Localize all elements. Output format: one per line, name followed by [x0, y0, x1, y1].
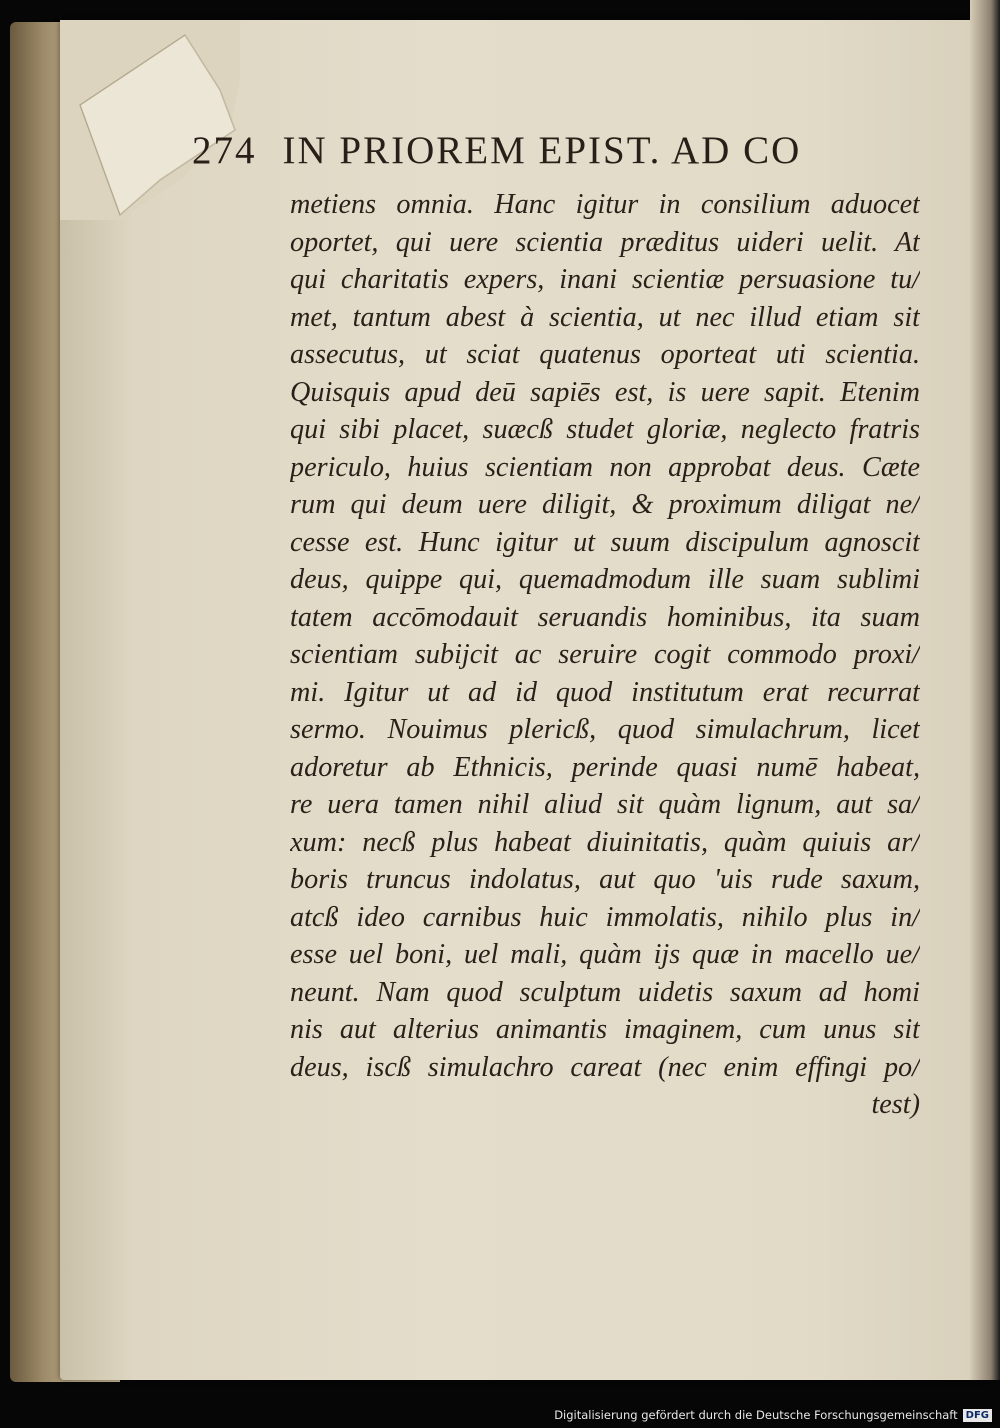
text-line: cesse est. Hunc igitur ut suum discipulum agnoscit — [290, 526, 920, 558]
text-line: deus, quippe qui, quemadmodum ille suam sublimi — [290, 564, 920, 595]
page-right-shadow — [970, 0, 1000, 1380]
text-line: mi. Igitur ut ad id quod institutum erat recurrat — [290, 676, 920, 708]
text-line: rum qui deum uere diligit, & proximum diligat ne/ — [290, 489, 920, 520]
text-line: adoretur ab Ethnicis, perinde quasi numē habeat, — [290, 751, 920, 783]
text-line: periculo, huius scientiam non approbat deus. Cæte — [290, 451, 920, 483]
text-line: neunt. Nam quod sculptum uidetis saxum ad homi — [290, 976, 920, 1008]
page-header — [192, 128, 922, 174]
text-line: scientiam subijcit ac seruire cogit commodo proxi/ — [290, 639, 920, 670]
body-text — [290, 186, 920, 1124]
dfg-logo: DFG — [963, 1409, 992, 1422]
text-line: Quisquis apud deū sapiēs est, is uere sapit. Etenim — [290, 376, 920, 408]
text-line: met, tantum abest à scientia, ut nec illud etiam sit — [290, 301, 920, 333]
text-line: re uera tamen nihil aliud sit quàm lignum, aut sa/ — [290, 789, 920, 820]
text-line-catchword: test) — [871, 1089, 920, 1120]
text-line: nis aut alterius animantis imaginem, cum unus sit — [290, 1014, 920, 1045]
text-line: oportet, qui uere scientia præditus uideri uelit. At — [290, 226, 920, 258]
digitization-credit — [554, 1406, 992, 1424]
text-line: xum: necß plus habeat diuinitatis, quàm quiuis ar/ — [290, 826, 920, 858]
text-line: metiens omnia. Hanc igitur in consilium aduocet — [290, 189, 920, 220]
text-line: tatem accōmodauit seruandis hominibus, ita suam — [290, 601, 920, 633]
folio-number: 274 — [192, 129, 257, 172]
text-line: esse uel boni, uel mali, quàm ijs quæ in macello ue/ — [290, 939, 920, 970]
folded-corner-shape — [60, 20, 240, 220]
text-line: boris truncus indolatus, aut quo 'uis rude saxum, — [290, 864, 920, 895]
folded-corner — [60, 20, 240, 220]
text-line: sermo. Nouimus plericß, quod simulachrum, licet — [290, 714, 920, 745]
text-line: qui charitatis expers, inani scientiæ persuasione tu/ — [290, 264, 920, 295]
credit-text: Digitalisierung gefördert durch die Deutsche Forschungsgemeinschaft — [554, 1408, 958, 1422]
text-line: deus, iscß simulachro careat (nec enim effingi po/ — [290, 1051, 920, 1083]
text-line: atcß ideo carnibus huic immolatis, nihilo plus in/ — [290, 901, 920, 933]
running-title: IN PRIOREM EPIST. AD CO — [282, 129, 802, 172]
text-line: qui sibi placet, suæcß studet gloriæ, neglecto fratris — [290, 414, 920, 445]
text-line: assecutus, ut sciat quatenus oporteat uti scientia. — [290, 339, 920, 370]
